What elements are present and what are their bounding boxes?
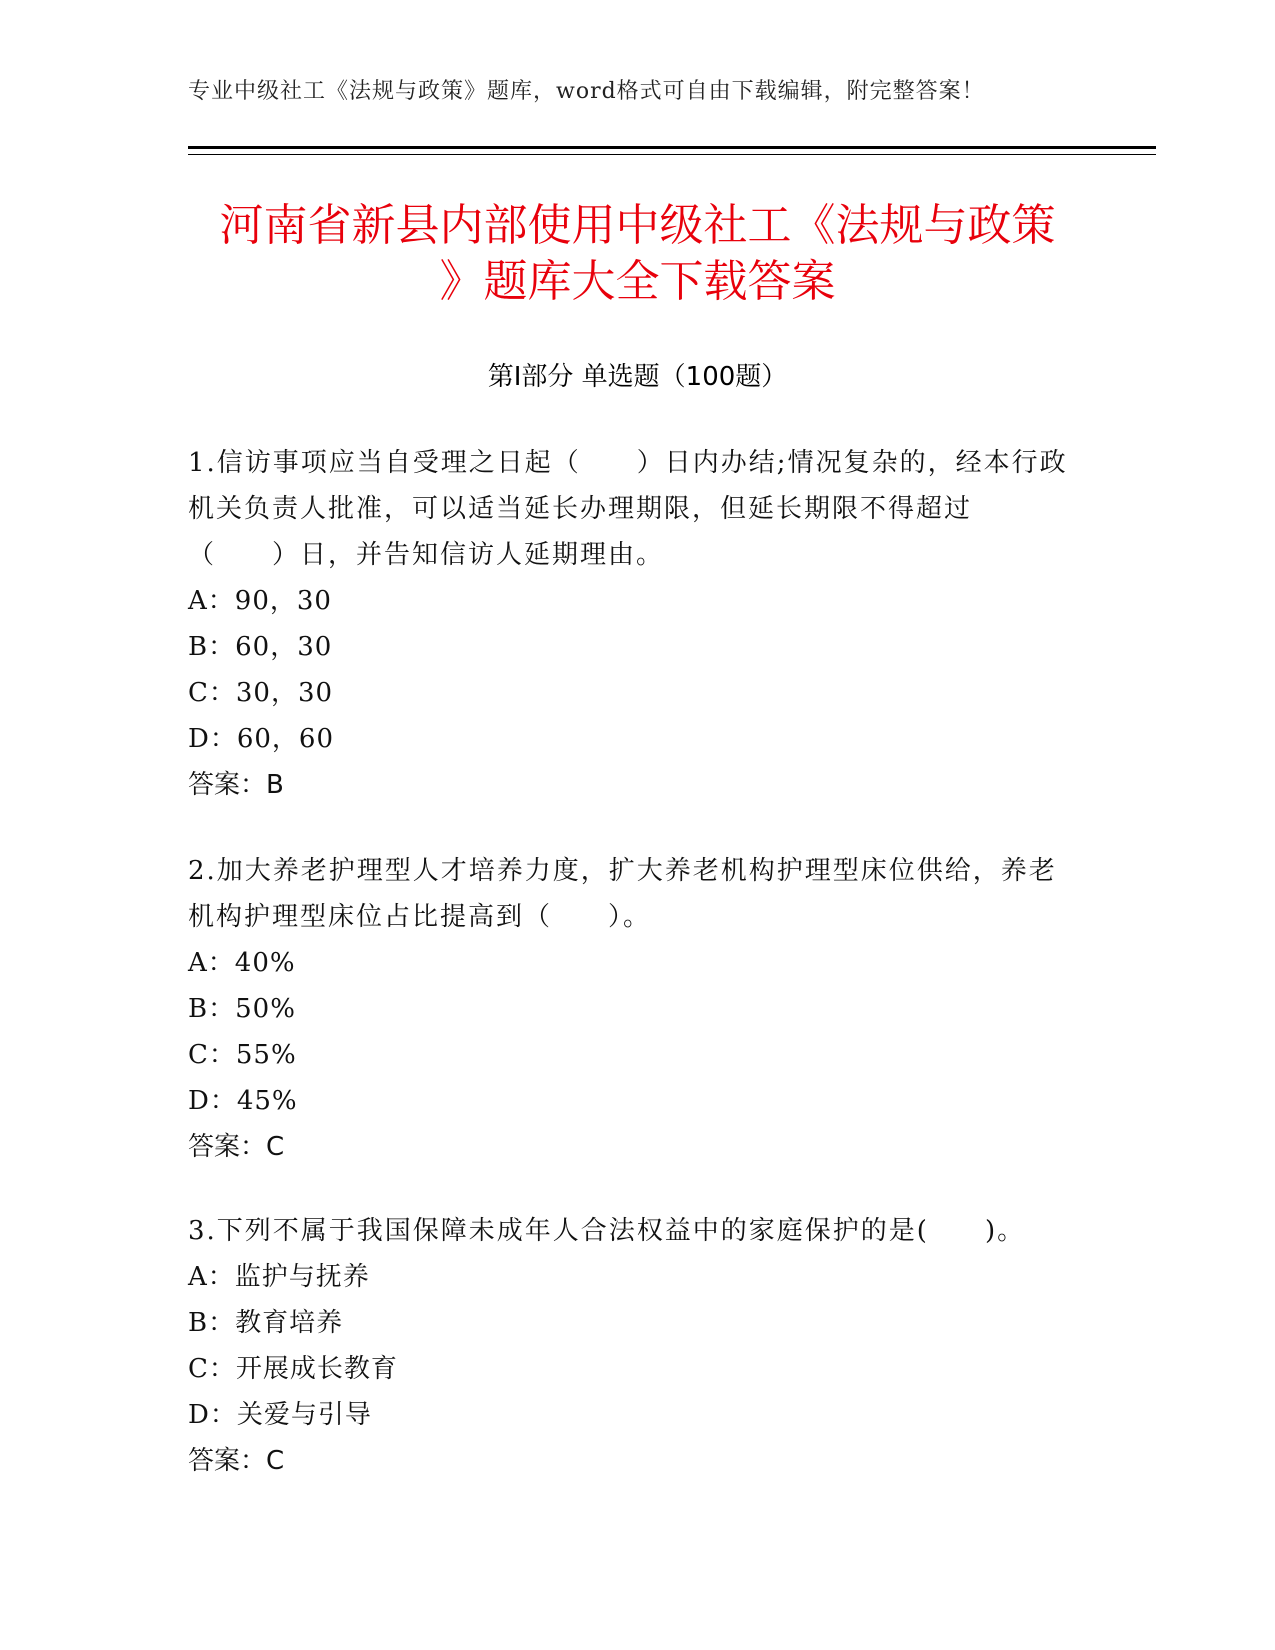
- option-b: B：教育培养: [188, 1308, 344, 1338]
- option-c: C：30，30: [188, 678, 334, 708]
- document-title: [150, 198, 1125, 310]
- option-b: B：50%: [188, 994, 296, 1024]
- option-a: A：90，30: [188, 586, 332, 616]
- option-d: D：60，60: [188, 724, 335, 754]
- question-1: [188, 440, 1068, 808]
- question-3: [188, 1208, 1068, 1484]
- option-a: A：监护与抚养: [188, 1262, 370, 1292]
- question-2: [188, 848, 1068, 1170]
- option-d: D：关爱与引导: [188, 1400, 372, 1430]
- option-a: A：40%: [188, 948, 296, 978]
- header-rule-thin: [188, 154, 1156, 155]
- answer: 答案：B: [188, 770, 284, 800]
- question-stem: 3.下列不属于我国保障未成年人合法权益中的家庭保护的是( )。: [188, 1216, 1026, 1246]
- option-b: B：60，30: [188, 632, 333, 662]
- section-heading: 第Ⅰ部分 单选题（100题）: [487, 362, 788, 392]
- document-title-line-1: 河南省新县内部使用中级社工《法规与政策: [219, 200, 1056, 251]
- answer: 答案：C: [188, 1132, 285, 1162]
- option-c: C：55%: [188, 1040, 297, 1070]
- header-note: 专业中级社工《法规与政策》题库，word格式可自由下载编辑，附完整答案！: [188, 79, 985, 104]
- header-rule-thick: [188, 146, 1156, 149]
- document-title-line-2: 》题库大全下载答案: [439, 256, 836, 307]
- question-stem: 1.信访事项应当自受理之日起（ ）日内办结;情况复杂的，经本行政机关负责人批准，可以适当延长办理期限，但延长期限不得超过（ ）日，并告知信访人延期理由。: [188, 448, 1068, 570]
- option-c: C：开展成长教育: [188, 1354, 398, 1384]
- option-d: D：45%: [188, 1086, 298, 1116]
- question-stem: 2.加大养老护理型人才培养力度，扩大养老机构护理型床位供给，养老机构护理型床位占比提高到（ ）。: [188, 856, 1057, 932]
- answer: 答案：C: [188, 1446, 285, 1476]
